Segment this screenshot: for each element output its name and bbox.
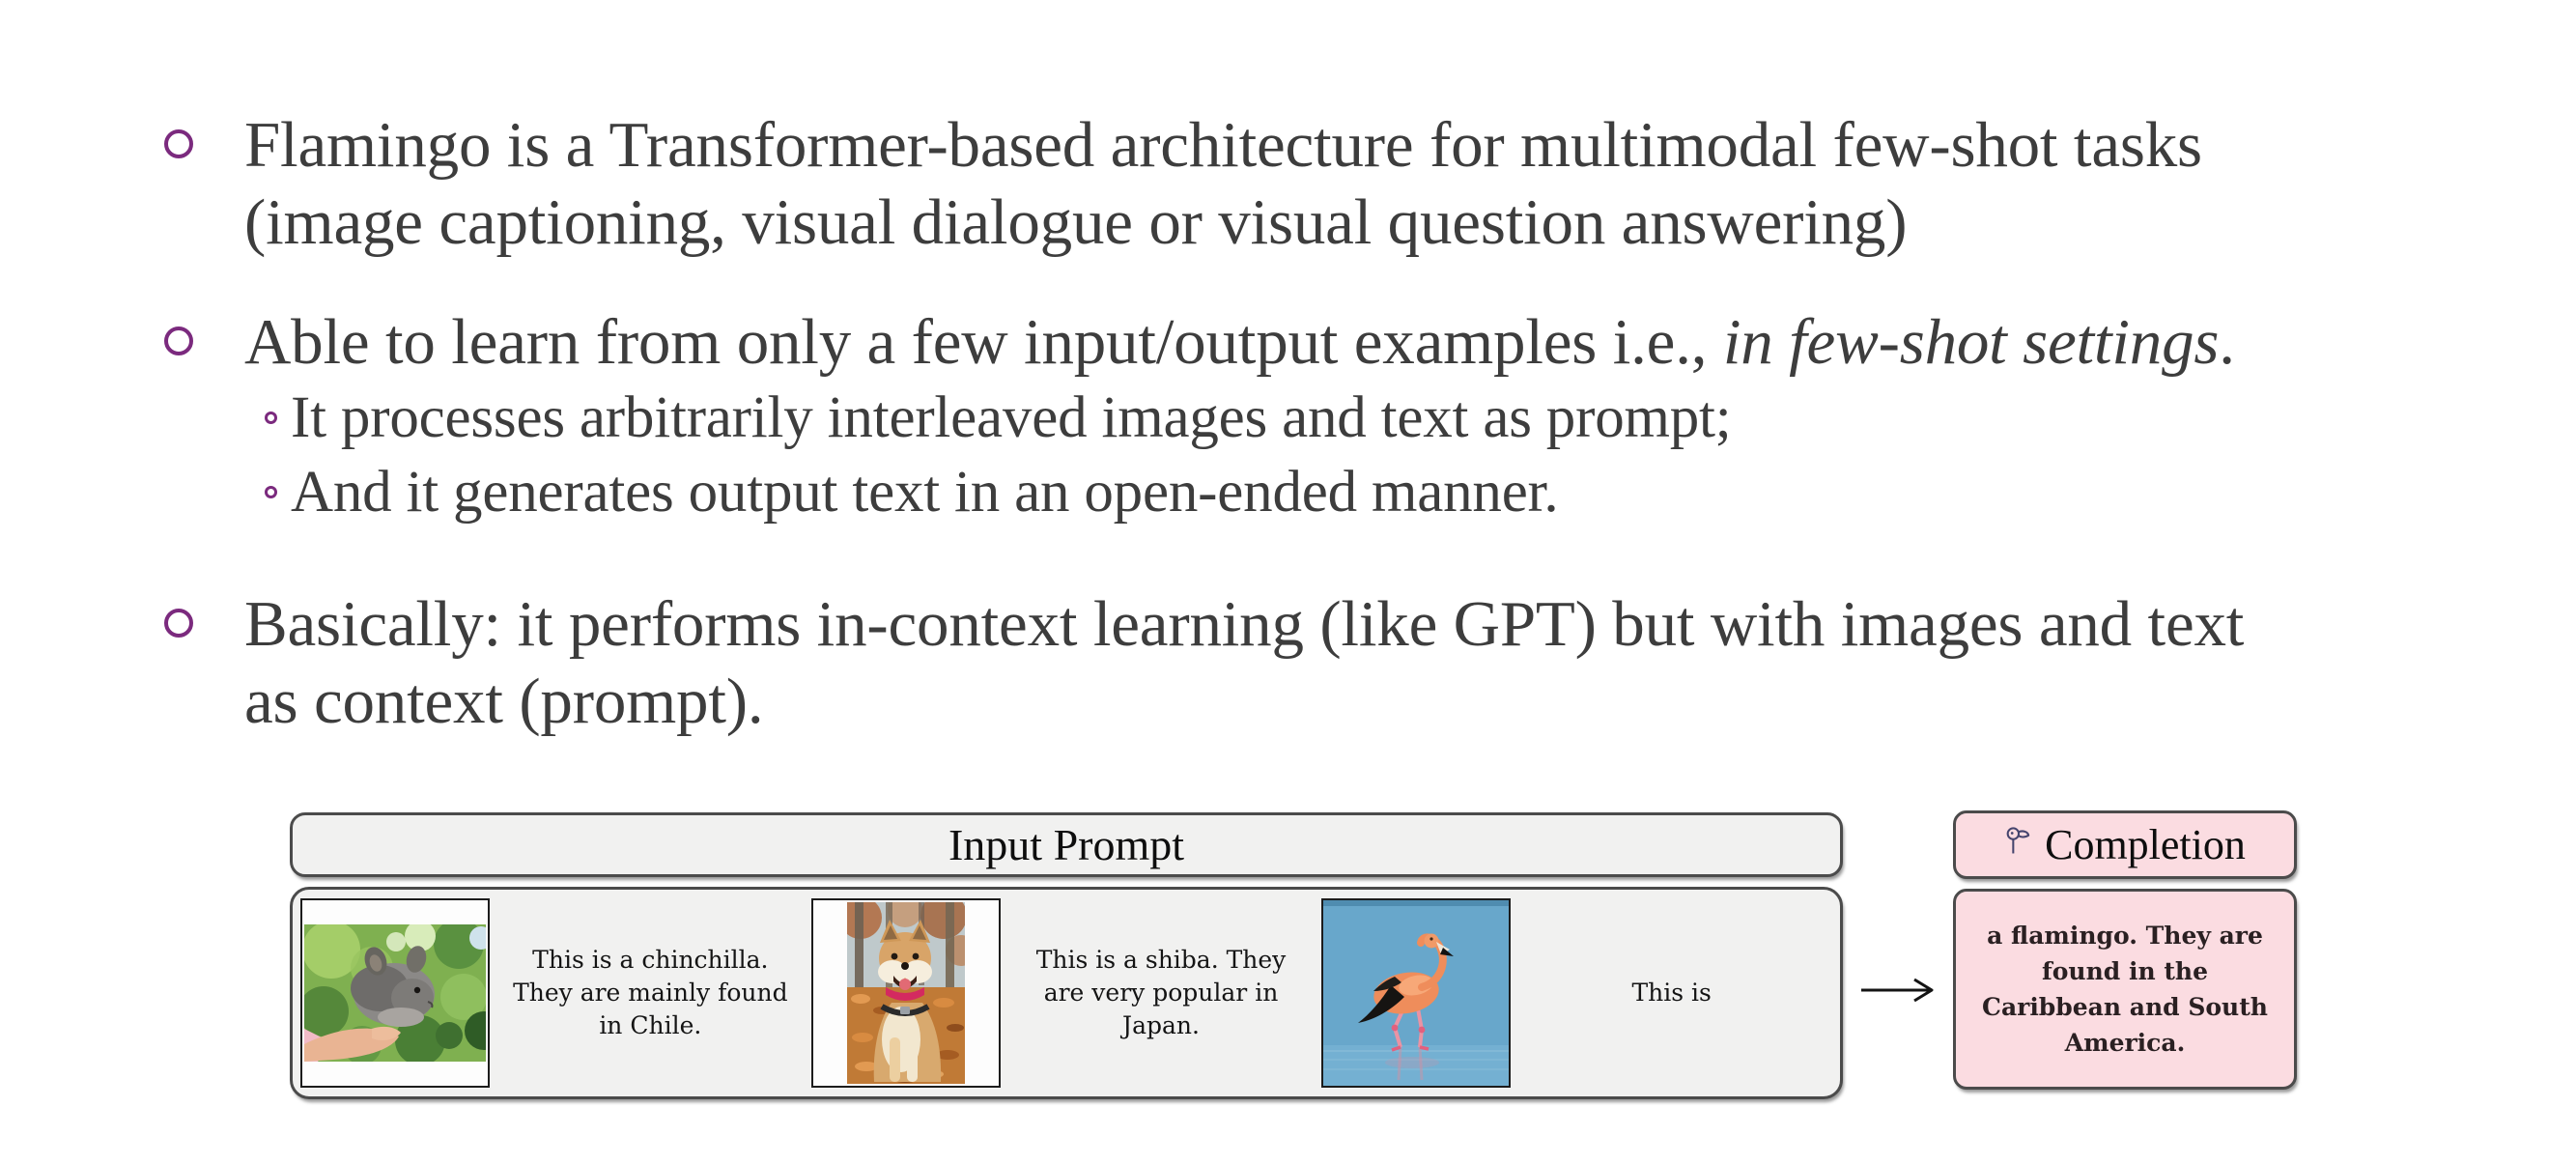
sub-bullet-text: And it generates output text in an open-ended manner.	[291, 460, 1559, 525]
completion-content	[1953, 889, 2297, 1090]
bullet-text	[244, 303, 2235, 529]
caption-this-is: This is	[1631, 979, 1712, 1007]
completion-header	[1953, 810, 2297, 879]
sub-bullet-item	[265, 381, 2235, 455]
shiba-photo-art	[847, 902, 965, 1084]
completion-title: Completion	[2045, 821, 2246, 868]
sub-bullet-item	[265, 455, 2235, 529]
bullet-item-flamingo-intro	[0, 106, 2576, 261]
bullet-text	[244, 106, 2202, 261]
flamingo-photo	[1321, 898, 1511, 1088]
bullet-circle-icon	[164, 326, 193, 355]
bullet-line: Basically: it performs in-context learning (like GPT) but with images and text	[244, 588, 2245, 660]
bullet-line: Flamingo is a Transformer-based architecture for multimodal few-shot tasks	[244, 109, 2202, 181]
bullet-line: (image captioning, visual dialogue or visual question answering)	[244, 186, 1908, 258]
flamingo-icon	[2004, 825, 2033, 858]
input-prompt-header	[290, 812, 1843, 877]
flamingo-photo-art	[1323, 900, 1509, 1086]
caption-shiba: This is a shiba. They are very popular in Japan.	[1035, 946, 1287, 1039]
sub-bullet-text: It processes arbitrarily interleaved images and text as prompt;	[291, 385, 1732, 450]
bullet-item-few-shot	[0, 303, 2576, 529]
sub-bullet-circle-icon	[265, 486, 277, 498]
completion-text: a flamingo. They are found in the Caribbean and South America.	[1982, 922, 2268, 1057]
sub-bullet-circle-icon	[265, 412, 277, 424]
caption-chinchilla: This is a chinchilla. They are mainly found in Chile.	[513, 946, 788, 1039]
bullet-item-in-context	[0, 585, 2576, 740]
input-prompt-content	[290, 887, 1843, 1099]
input-prompt-title: Input Prompt	[948, 820, 1185, 869]
bullet-circle-icon	[164, 129, 193, 158]
chinchilla-photo	[300, 898, 490, 1088]
sub-bullet-list	[265, 381, 2235, 529]
bullet-circle-icon	[164, 609, 193, 638]
long-right-arrow-icon	[1858, 971, 1947, 1009]
bullet-line: Able to learn from only a few input/output examples i.e., in few-shot settings.	[244, 306, 2235, 378]
bullet-line: as context (prompt).	[244, 666, 764, 737]
shiba-photo	[811, 898, 1001, 1088]
bullet-text	[244, 585, 2244, 740]
bullet-list	[0, 106, 2576, 740]
chinchilla-photo-art	[304, 924, 486, 1062]
